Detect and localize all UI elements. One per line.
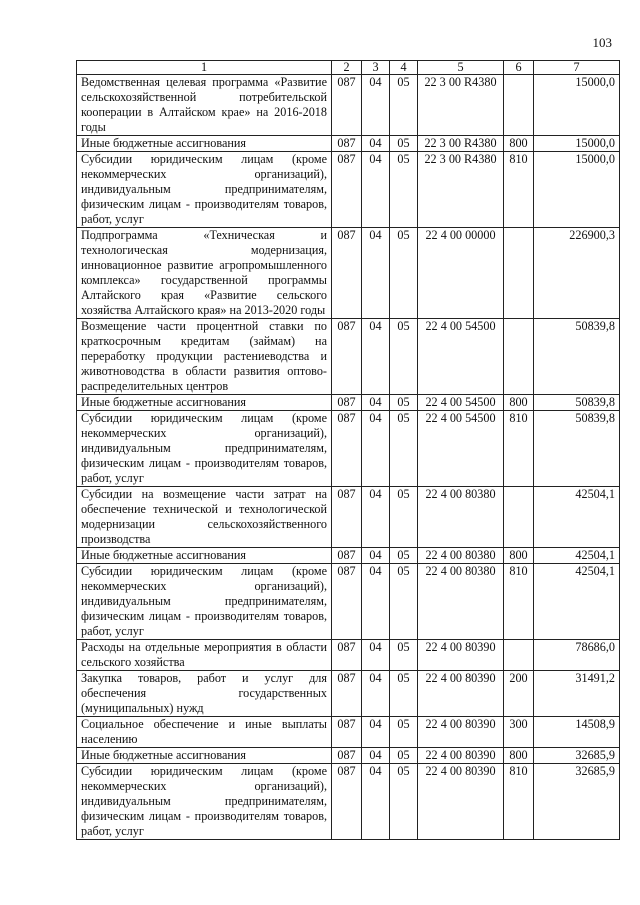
row-col6-cell (504, 640, 534, 671)
row-col3-cell: 04 (362, 75, 390, 136)
row-name-cell: Иные бюджетные ассигнования (77, 136, 332, 152)
row-name-cell: Иные бюджетные ассигнования (77, 395, 332, 411)
table-row (77, 75, 620, 136)
table-row (77, 764, 620, 840)
row-col6-cell: 810 (504, 411, 534, 487)
row-col5-cell: 22 3 00 R4380 (418, 136, 504, 152)
row-col3-cell: 04 (362, 640, 390, 671)
row-col3-cell: 04 (362, 717, 390, 748)
row-col5-cell: 22 4 00 54500 (418, 319, 504, 395)
row-col5-cell: 22 4 00 80380 (418, 548, 504, 564)
row-col4-cell: 05 (390, 671, 418, 717)
row-col5-cell: 22 4 00 80390 (418, 640, 504, 671)
row-col5-cell: 22 4 00 00000 (418, 228, 504, 319)
row-col5-cell: 22 4 00 54500 (418, 411, 504, 487)
row-col6-cell (504, 75, 534, 136)
header-row (77, 61, 620, 75)
row-col6-cell: 800 (504, 136, 534, 152)
row-col3-cell: 04 (362, 411, 390, 487)
row-col5-cell: 22 4 00 54500 (418, 395, 504, 411)
row-col4-cell: 05 (390, 564, 418, 640)
row-col7-cell: 50839,8 (534, 319, 620, 395)
row-col2-cell: 087 (332, 748, 362, 764)
row-col6-cell: 800 (504, 748, 534, 764)
row-col4-cell: 05 (390, 640, 418, 671)
table-row (77, 640, 620, 671)
row-col4-cell: 05 (390, 228, 418, 319)
row-col5-cell: 22 3 00 R4380 (418, 152, 504, 228)
row-col5-cell: 22 4 00 80380 (418, 487, 504, 548)
row-col7-cell: 15000,0 (534, 75, 620, 136)
row-col3-cell: 04 (362, 152, 390, 228)
row-name-cell: Подпрограмма «Техническая и технологическая модернизация, инновационное развитие агропромышленного комплекса» государственной программы Алтайского края «Развитие сельского хозяйства Алтайского края» на 2013-2020 годы (77, 228, 332, 319)
row-name-cell: Расходы на отдельные мероприятия в области сельского хозяйства (77, 640, 332, 671)
col-header-4: 4 (390, 61, 418, 75)
row-name-cell: Субсидии юридическим лицам (кроме некоммерческих организаций), индивидуальным предпринимателям, физическим лицам - производителям товаров, работ, услуг (77, 152, 332, 228)
row-col3-cell: 04 (362, 671, 390, 717)
row-col6-cell: 810 (504, 564, 534, 640)
row-col3-cell: 04 (362, 136, 390, 152)
row-col2-cell: 087 (332, 764, 362, 840)
row-col6-cell: 810 (504, 764, 534, 840)
row-col5-cell: 22 4 00 80380 (418, 564, 504, 640)
table-row (77, 136, 620, 152)
row-col3-cell: 04 (362, 564, 390, 640)
row-col3-cell: 04 (362, 228, 390, 319)
row-col7-cell: 50839,8 (534, 411, 620, 487)
row-col7-cell: 14508,9 (534, 717, 620, 748)
col-header-7: 7 (534, 61, 620, 75)
row-col4-cell: 05 (390, 319, 418, 395)
row-col7-cell: 78686,0 (534, 640, 620, 671)
row-col4-cell: 05 (390, 395, 418, 411)
row-col6-cell: 800 (504, 395, 534, 411)
row-col2-cell: 087 (332, 152, 362, 228)
row-col3-cell: 04 (362, 764, 390, 840)
col-header-1: 1 (77, 61, 332, 75)
budget-table (76, 60, 620, 840)
row-col3-cell: 04 (362, 319, 390, 395)
row-col7-cell: 42504,1 (534, 564, 620, 640)
table-row (77, 748, 620, 764)
row-col6-cell (504, 487, 534, 548)
row-col3-cell: 04 (362, 487, 390, 548)
row-col6-cell: 200 (504, 671, 534, 717)
table-row (77, 548, 620, 564)
row-col2-cell: 087 (332, 319, 362, 395)
col-header-2: 2 (332, 61, 362, 75)
row-col2-cell: 087 (332, 228, 362, 319)
row-col6-cell: 300 (504, 717, 534, 748)
table-row (77, 152, 620, 228)
row-col3-cell: 04 (362, 748, 390, 764)
table-row (77, 411, 620, 487)
row-col7-cell: 32685,9 (534, 764, 620, 840)
row-col2-cell: 087 (332, 75, 362, 136)
row-name-cell: Иные бюджетные ассигнования (77, 748, 332, 764)
col-header-3: 3 (362, 61, 390, 75)
row-name-cell: Социальное обеспечение и иные выплаты населению (77, 717, 332, 748)
row-col7-cell: 31491,2 (534, 671, 620, 717)
row-name-cell: Субсидии юридическим лицам (кроме некоммерческих организаций), индивидуальным предпринимателям, физическим лицам - производителям товаров, работ, услуг (77, 411, 332, 487)
row-col2-cell: 087 (332, 640, 362, 671)
row-col4-cell: 05 (390, 748, 418, 764)
row-col4-cell: 05 (390, 548, 418, 564)
row-col3-cell: 04 (362, 548, 390, 564)
row-col7-cell: 15000,0 (534, 152, 620, 228)
table-row (77, 228, 620, 319)
row-col4-cell: 05 (390, 487, 418, 548)
row-col3-cell: 04 (362, 395, 390, 411)
row-col2-cell: 087 (332, 411, 362, 487)
row-col4-cell: 05 (390, 152, 418, 228)
table-row (77, 564, 620, 640)
row-col7-cell: 42504,1 (534, 548, 620, 564)
col-header-5: 5 (418, 61, 504, 75)
row-col4-cell: 05 (390, 136, 418, 152)
row-col5-cell: 22 4 00 80390 (418, 717, 504, 748)
row-col7-cell: 50839,8 (534, 395, 620, 411)
row-col5-cell: 22 4 00 80390 (418, 671, 504, 717)
row-col7-cell: 32685,9 (534, 748, 620, 764)
row-col5-cell: 22 4 00 80390 (418, 764, 504, 840)
row-col5-cell: 22 3 00 R4380 (418, 75, 504, 136)
row-col7-cell: 226900,3 (534, 228, 620, 319)
row-col7-cell: 42504,1 (534, 487, 620, 548)
row-col2-cell: 087 (332, 564, 362, 640)
row-col6-cell (504, 228, 534, 319)
row-col2-cell: 087 (332, 395, 362, 411)
row-col4-cell: 05 (390, 411, 418, 487)
row-col6-cell: 810 (504, 152, 534, 228)
row-col6-cell (504, 319, 534, 395)
page-number: 103 (592, 35, 612, 50)
row-col6-cell: 800 (504, 548, 534, 564)
table-row (77, 671, 620, 717)
row-name-cell: Возмещение части процентной ставки по краткосрочным кредитам (займам) на переработку продукции растениеводства и животноводства в области развития оптово-распределительных центров (77, 319, 332, 395)
row-name-cell: Субсидии юридическим лицам (кроме некоммерческих организаций), индивидуальным предпринимателям, физическим лицам - производителям товаров, работ, услуг (77, 564, 332, 640)
row-col2-cell: 087 (332, 717, 362, 748)
row-col2-cell: 087 (332, 548, 362, 564)
row-col4-cell: 05 (390, 764, 418, 840)
row-col5-cell: 22 4 00 80390 (418, 748, 504, 764)
table-row (77, 717, 620, 748)
row-col2-cell: 087 (332, 671, 362, 717)
row-name-cell: Субсидии на возмещение части затрат на обеспечение технической и технологической модернизации сельскохозяйственного производства (77, 487, 332, 548)
row-name-cell: Ведомственная целевая программа «Развитие сельскохозяйственной потребительской кооперации в Алтайском крае» на 2016-2018 годы (77, 75, 332, 136)
row-name-cell: Закупка товаров, работ и услуг для обеспечения государственных (муниципальных) нужд (77, 671, 332, 717)
row-col7-cell: 15000,0 (534, 136, 620, 152)
row-col2-cell: 087 (332, 136, 362, 152)
row-name-cell: Иные бюджетные ассигнования (77, 548, 332, 564)
row-col4-cell: 05 (390, 717, 418, 748)
row-name-cell: Субсидии юридическим лицам (кроме некоммерческих организаций), индивидуальным предпринимателям, физическим лицам - производителям товаров, работ, услуг (77, 764, 332, 840)
row-col4-cell: 05 (390, 75, 418, 136)
table-row (77, 319, 620, 395)
table-row (77, 395, 620, 411)
col-header-6: 6 (504, 61, 534, 75)
row-col2-cell: 087 (332, 487, 362, 548)
table-row (77, 487, 620, 548)
